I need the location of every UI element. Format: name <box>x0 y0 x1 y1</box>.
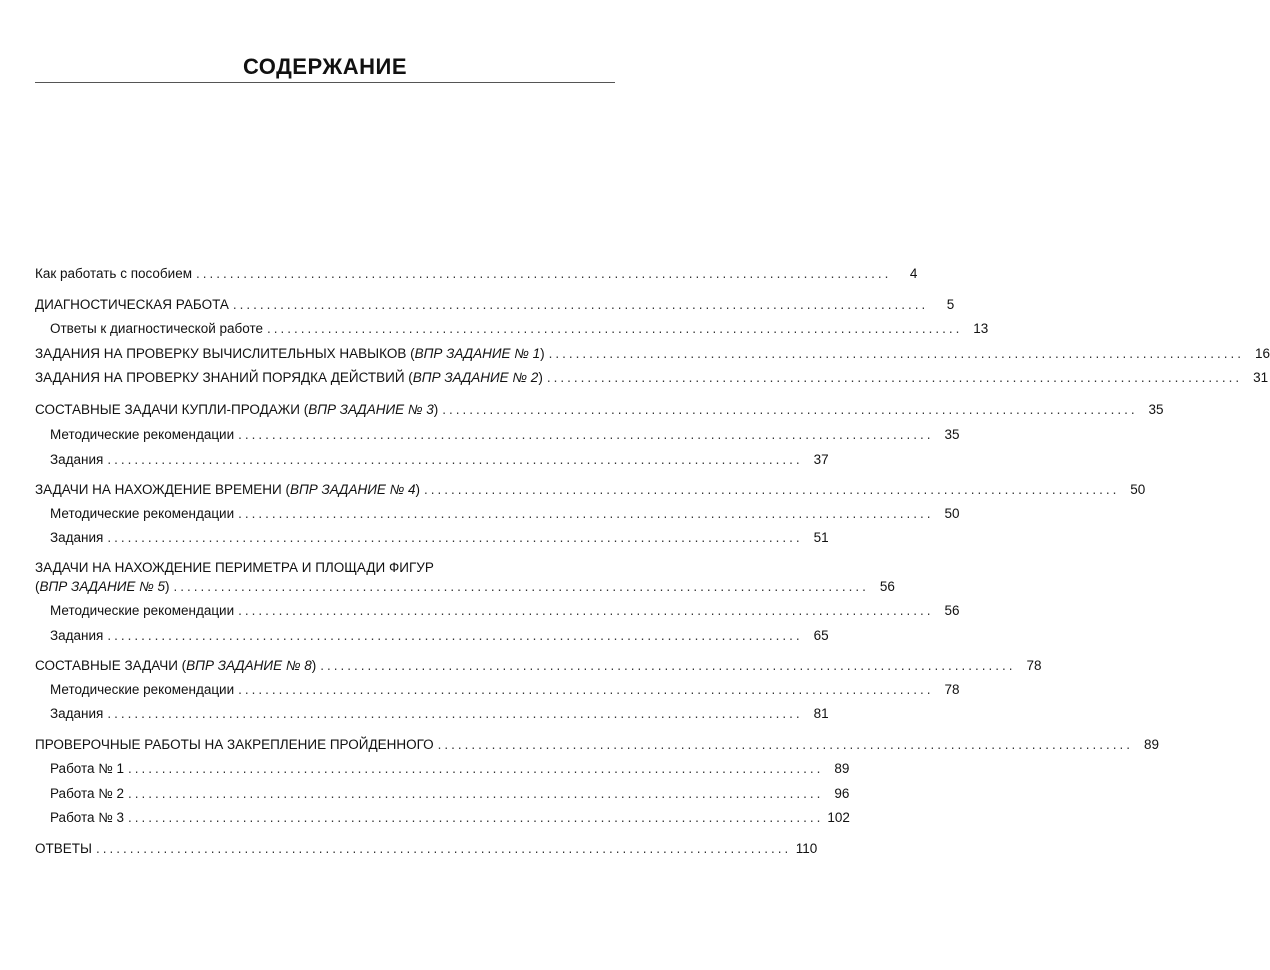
toc-entry-title: Методические рекомендации <box>50 427 235 442</box>
toc-entry-task-ref: ВПР ЗАДАНИЕ № 3 <box>308 402 434 417</box>
toc-page-number: 16 <box>1254 346 1270 361</box>
toc-page-number: 78 <box>1026 658 1042 673</box>
toc-entry-task-ref: ВПР ЗАДАНИЕ № 5 <box>39 579 166 594</box>
toc-entry-title: Работа № 2 <box>50 786 125 801</box>
leader-dots: ....................................................................................................... <box>107 530 803 545</box>
toc-entry-title: ДИАГНОСТИЧЕСКАЯ РАБОТА <box>35 297 229 312</box>
toc-entry-title: (ВПР ЗАДАНИЕ № 5) <box>35 579 170 594</box>
toc-entry[interactable] <box>50 601 960 621</box>
toc-page-number: 4 <box>909 266 918 281</box>
leader-dots: ....................................................................................................... <box>107 452 803 467</box>
leader-dots: ....................................................................................................... <box>238 682 934 697</box>
toc-entry[interactable] <box>50 680 960 700</box>
toc-entry-task-ref: ВПР ЗАДАНИЕ № 2 <box>412 370 539 385</box>
toc-entry-title: Работа № 1 <box>50 761 125 776</box>
leader-dots: ....................................................................................................... <box>232 297 929 312</box>
toc-entry[interactable] <box>50 704 829 724</box>
toc-page-number: 96 <box>834 786 850 801</box>
toc-entry[interactable] <box>50 808 850 828</box>
toc-entry-task-ref: ВПР ЗАДАНИЕ № 1 <box>414 346 541 361</box>
toc-entry[interactable] <box>35 400 1164 420</box>
toc-entry[interactable] <box>35 656 1042 676</box>
toc-entry[interactable] <box>50 528 829 548</box>
toc-entry[interactable] <box>35 577 895 597</box>
toc-page-number: 50 <box>944 506 960 521</box>
leader-dots: ....................................................................................................... <box>173 579 869 594</box>
leader-dots: ....................................................................................................... <box>196 266 892 281</box>
toc-page-number: 102 <box>827 810 850 825</box>
toc-entry-title: Как работать с пособием <box>35 266 192 281</box>
toc-page-number: 81 <box>813 706 829 721</box>
leader-dots: ....................................................................................................... <box>546 370 1243 385</box>
toc-page-number: 51 <box>813 530 829 545</box>
toc-entry-title: Задания <box>50 530 104 545</box>
toc-entry[interactable] <box>35 480 1146 500</box>
leader-dots: ....................................................................................................... <box>107 706 803 721</box>
toc-entry[interactable] <box>35 839 818 859</box>
toc-entry-title: Методические рекомендации <box>50 506 235 521</box>
leader-dots: ....................................................................................................... <box>107 628 803 643</box>
leader-dots: ....................................................................................................... <box>95 841 792 856</box>
toc-page-number: 35 <box>944 427 960 442</box>
leader-dots: ....................................................................................................... <box>267 321 963 336</box>
toc-entry[interactable] <box>50 784 850 804</box>
leader-dots: ....................................................................................................... <box>238 603 934 618</box>
toc-page-number: 13 <box>973 321 989 336</box>
leader-dots: ....................................................................................................... <box>128 810 824 825</box>
toc-entry-task-ref: ВПР ЗАДАНИЕ № 8 <box>186 658 312 673</box>
toc-page-number: 35 <box>1148 402 1164 417</box>
leader-dots: ....................................................................................................... <box>437 737 1133 752</box>
toc-entry-title: Методические рекомендации <box>50 682 235 697</box>
toc-entry[interactable] <box>50 425 960 445</box>
toc-entry-title: ПРОВЕРОЧНЫЕ РАБОТЫ НА ЗАКРЕПЛЕНИЕ ПРОЙДЕННОГО <box>35 737 434 752</box>
toc-entry[interactable] <box>35 264 918 284</box>
title-divider <box>35 82 615 83</box>
leader-dots: ....................................................................................................... <box>128 761 824 776</box>
toc-page-number: 37 <box>813 452 829 467</box>
toc-entry-title: Работа № 3 <box>50 810 125 825</box>
toc-entry-title: ОТВЕТЫ <box>35 841 92 856</box>
leader-dots: ....................................................................................................... <box>238 506 934 521</box>
toc-entry[interactable] <box>50 626 829 646</box>
toc-entry-title-line1: ЗАДАЧИ НА НАХОЖДЕНИЕ ПЕРИМЕТРА И ПЛОЩАДИ ФИГУР <box>35 560 434 575</box>
toc-entry[interactable] <box>35 735 1159 755</box>
toc-entry[interactable] <box>50 504 960 524</box>
leader-dots: ....................................................................................................... <box>238 427 934 442</box>
leader-dots: ....................................................................................................... <box>424 482 1120 497</box>
toc-page-number: 65 <box>813 628 829 643</box>
toc-entry-title: ЗАДАЧИ НА НАХОЖДЕНИЕ ВРЕМЕНИ (ВПР ЗАДАНИЕ № 4) <box>35 482 420 497</box>
toc-entry-title: Задания <box>50 452 104 467</box>
leader-dots: ....................................................................................................... <box>128 786 824 801</box>
toc-entry-title: СОСТАВНЫЕ ЗАДАЧИ (ВПР ЗАДАНИЕ № 8) <box>35 658 317 673</box>
toc-entry-title: ЗАДАНИЯ НА ПРОВЕРКУ ЗНАНИЙ ПОРЯДКА ДЕЙСТВИЙ (ВПР ЗАДАНИЕ № 2) <box>35 370 543 385</box>
toc-page-number: 89 <box>1143 737 1159 752</box>
toc-page-number: 5 <box>946 297 955 312</box>
toc-entry[interactable] <box>50 759 850 779</box>
page-title: СОДЕРЖАНИЕ <box>242 54 408 79</box>
toc-entry-title: ЗАДАНИЯ НА ПРОВЕРКУ ВЫЧИСЛИТЕЛЬНЫХ НАВЫКОВ (ВПР ЗАДАНИЕ № 1) <box>35 346 545 361</box>
leader-dots: ....................................................................................................... <box>442 402 1138 417</box>
toc-entry[interactable] <box>50 450 829 470</box>
leader-dots: ....................................................................................................... <box>548 346 1244 361</box>
toc-page-number: 56 <box>879 579 895 594</box>
toc-entry[interactable] <box>35 344 1270 364</box>
toc-entry[interactable] <box>35 295 955 315</box>
toc-entry-title: Задания <box>50 628 104 643</box>
toc-entry-title: Ответы к диагностической работе <box>50 321 263 336</box>
toc-entry-task-ref: ВПР ЗАДАНИЕ № 4 <box>289 482 416 497</box>
toc-entry[interactable] <box>50 319 989 339</box>
toc-page-number: 50 <box>1130 482 1146 497</box>
toc-entry-title: Задания <box>50 706 104 721</box>
leader-dots: ....................................................................................................... <box>320 658 1016 673</box>
toc-page-number: 78 <box>944 682 960 697</box>
toc-page-number: 56 <box>944 603 960 618</box>
toc-page-number: 89 <box>834 761 850 776</box>
toc-page-number: 31 <box>1253 370 1269 385</box>
toc-page-number: 110 <box>795 841 818 856</box>
toc-entry-title: Методические рекомендации <box>50 603 235 618</box>
toc-entry-title: СОСТАВНЫЕ ЗАДАЧИ КУПЛИ-ПРОДАЖИ (ВПР ЗАДАНИЕ № 3) <box>35 402 439 417</box>
toc-entry[interactable] <box>35 368 1269 388</box>
